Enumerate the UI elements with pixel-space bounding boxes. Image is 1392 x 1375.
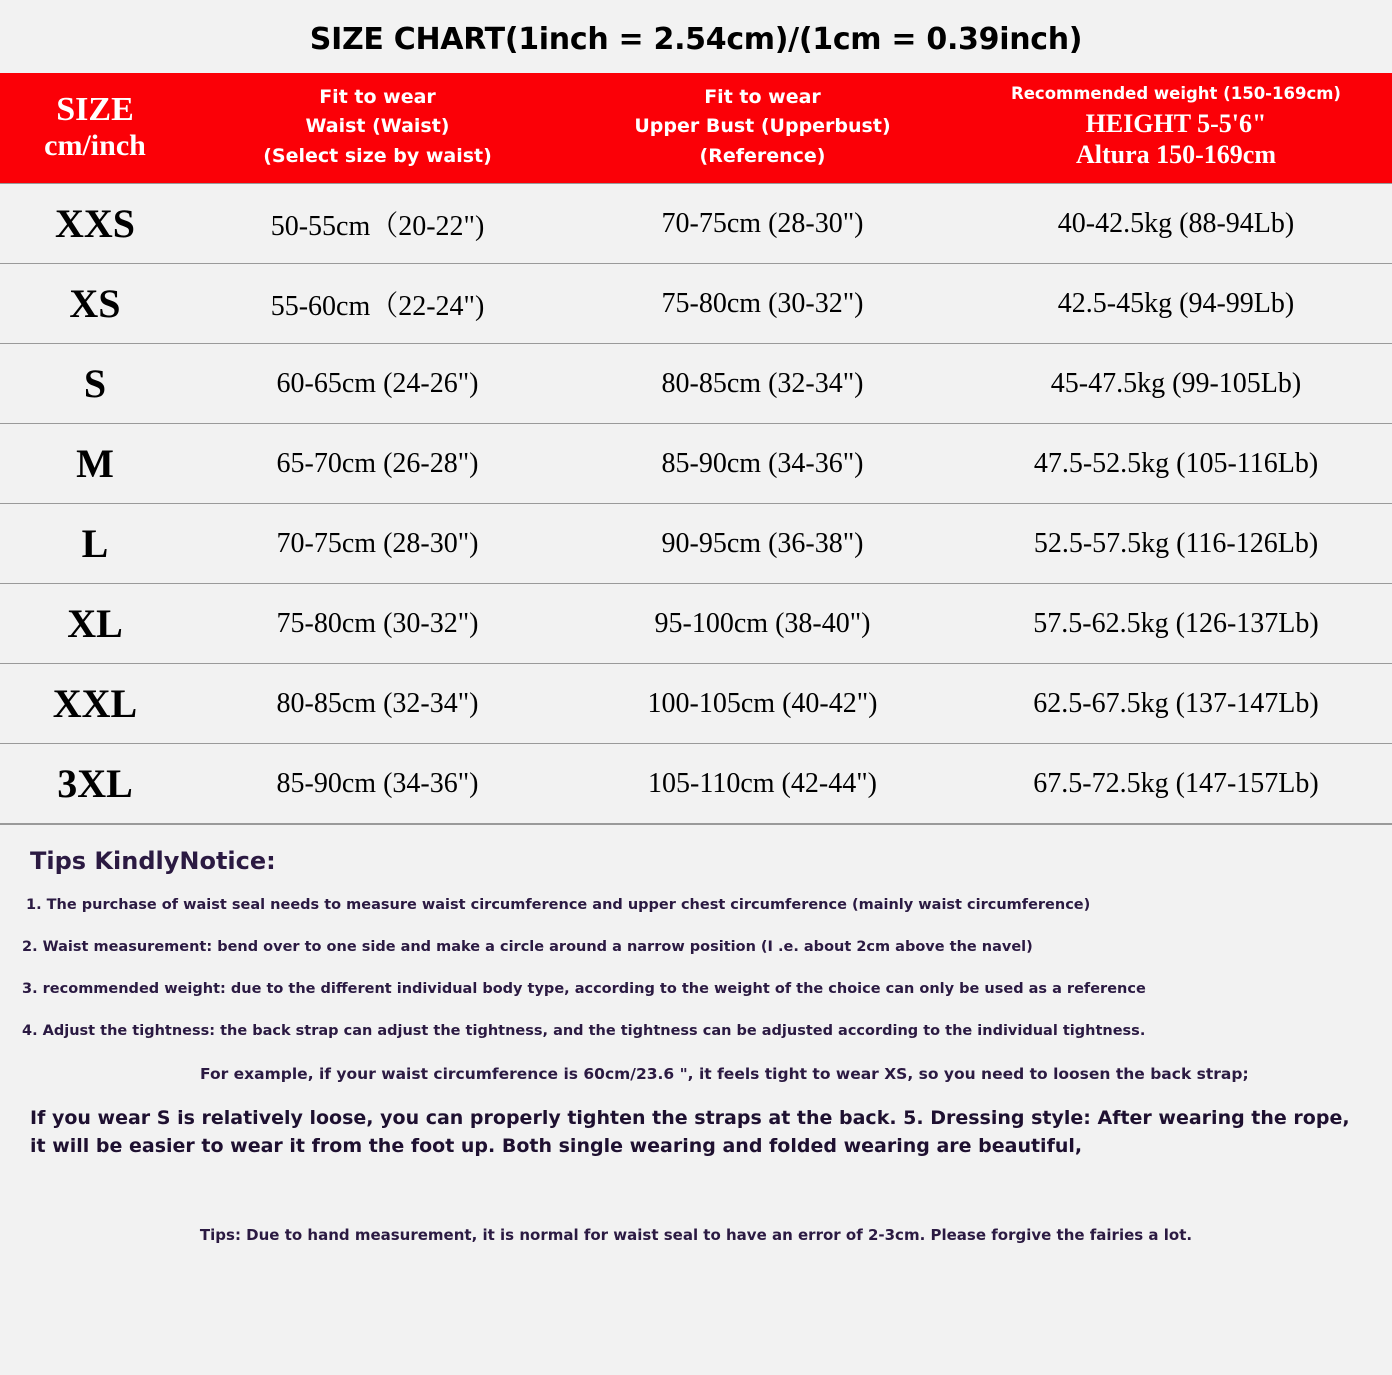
cell-weight: 47.5-52.5kg (105-116Lb) xyxy=(960,424,1392,504)
table-row xyxy=(0,424,1392,504)
cell-upper-bust: 85-90cm (34-36") xyxy=(565,424,960,504)
cell-upper-bust: 70-75cm (28-30") xyxy=(565,184,960,264)
table-row xyxy=(0,344,1392,424)
table-row xyxy=(0,584,1392,664)
tip-item-1: 1. The purchase of waist seal needs to measure waist circumference and upper chest circumference (mainly waist circumference) xyxy=(26,897,1091,914)
cell-size: S xyxy=(0,344,190,424)
header-weight-line3: Altura 150-169cm xyxy=(1075,140,1276,170)
header-waist-line3: (Select size by waist) xyxy=(263,144,492,167)
cell-waist: 70-75cm (28-30") xyxy=(190,504,565,584)
size-chart-table xyxy=(0,73,1392,824)
cell-size: XS xyxy=(0,264,190,344)
header-bust-line1: Fit to wear xyxy=(704,86,821,108)
tip-item-4: 4. Adjust the tightness: the back strap can adjust the tightness, and the tightness can be adjusted according to the individual tightness. xyxy=(22,1023,1146,1040)
header-cell-waist xyxy=(190,73,565,184)
cell-size: XL xyxy=(0,584,190,664)
header-cell-upper-bust xyxy=(565,73,960,184)
header-cell-recommended-weight xyxy=(960,73,1392,184)
table-header xyxy=(0,73,1392,184)
cell-weight: 42.5-45kg (94-99Lb) xyxy=(960,264,1392,344)
tip-footer: Tips: Due to hand measurement, it is normal for waist seal to have an error of 2-3cm. Please forgive the fairies a lot. xyxy=(199,1226,1193,1245)
cell-size: 3XL xyxy=(0,744,190,824)
cell-waist: 55-60cm（22-24") xyxy=(190,264,565,344)
table-row xyxy=(0,184,1392,264)
cell-upper-bust: 90-95cm (36-38") xyxy=(565,504,960,584)
header-waist-line1: Fit to wear xyxy=(319,86,436,108)
cell-waist: 85-90cm (34-36") xyxy=(190,744,565,824)
cell-upper-bust: 95-100cm (38-40") xyxy=(565,584,960,664)
cell-size: XXL xyxy=(0,664,190,744)
tip-item-2: 2. Waist measurement: bend over to one side and make a circle around a narrow position (I .e. about 2cm above the navel) xyxy=(22,939,1033,956)
cell-waist: 60-65cm (24-26") xyxy=(190,344,565,424)
page-title: SIZE CHART(1inch = 2.54cm)/(1cm = 0.39inch) xyxy=(309,22,1083,57)
cell-weight: 57.5-62.5kg (126-137Lb) xyxy=(960,584,1392,664)
header-waist-line2: Waist (Waist) xyxy=(305,115,450,138)
header-row xyxy=(0,73,1392,184)
cell-weight: 40-42.5kg (88-94Lb) xyxy=(960,184,1392,264)
tip-paragraph: If you wear S is relatively loose, you can properly tighten the straps at the back. 5. Dressing style: After wearing the rope, it will be easier to wear it from the foot up. Both single wearing and folded wearing are beautiful, xyxy=(30,1107,1350,1157)
cell-weight: 62.5-67.5kg (137-147Lb) xyxy=(960,664,1392,744)
cell-upper-bust: 105-110cm (42-44") xyxy=(565,744,960,824)
cell-size: L xyxy=(0,504,190,584)
header-size-line2: cm/inch xyxy=(44,129,146,163)
cell-waist: 50-55cm（20-22") xyxy=(190,184,565,264)
table-body xyxy=(0,184,1392,824)
table-row xyxy=(0,504,1392,584)
header-size-line1: SIZE xyxy=(56,91,134,129)
tips-heading: Tips KindlyNotice: xyxy=(30,847,276,876)
table-row xyxy=(0,264,1392,344)
header-weight-line2: HEIGHT 5-5'6" xyxy=(1085,108,1267,138)
header-cell-size xyxy=(0,73,190,184)
cell-upper-bust: 100-105cm (40-42") xyxy=(565,664,960,744)
cell-size: XXS xyxy=(0,184,190,264)
header-bust-line3: (Reference) xyxy=(699,144,826,167)
cell-upper-bust: 80-85cm (32-34") xyxy=(565,344,960,424)
cell-size: M xyxy=(0,424,190,504)
cell-weight: 67.5-72.5kg (147-157Lb) xyxy=(960,744,1392,824)
tip-example: For example, if your waist circumference is 60cm/23.6 ", it feels tight to wear XS, so you need to loosen the back strap; xyxy=(200,1065,1249,1084)
tip-item-3: 3. recommended weight: due to the different individual body type, according to the weight of the choice can only be used as a reference xyxy=(22,981,1146,998)
table-row xyxy=(0,664,1392,744)
cell-upper-bust: 75-80cm (30-32") xyxy=(565,264,960,344)
table-row xyxy=(0,744,1392,824)
cell-weight: 45-47.5kg (99-105Lb) xyxy=(960,344,1392,424)
cell-waist: 80-85cm (32-34") xyxy=(190,664,565,744)
tips-section xyxy=(0,824,1392,1244)
header-bust-line2: Upper Bust (Upperbust) xyxy=(634,115,891,138)
cell-weight: 52.5-57.5kg (116-126Lb) xyxy=(960,504,1392,584)
header-weight-line1: Recommended weight (150-169cm) xyxy=(1011,84,1341,104)
cell-waist: 75-80cm (30-32") xyxy=(190,584,565,664)
cell-waist: 65-70cm (26-28") xyxy=(190,424,565,504)
